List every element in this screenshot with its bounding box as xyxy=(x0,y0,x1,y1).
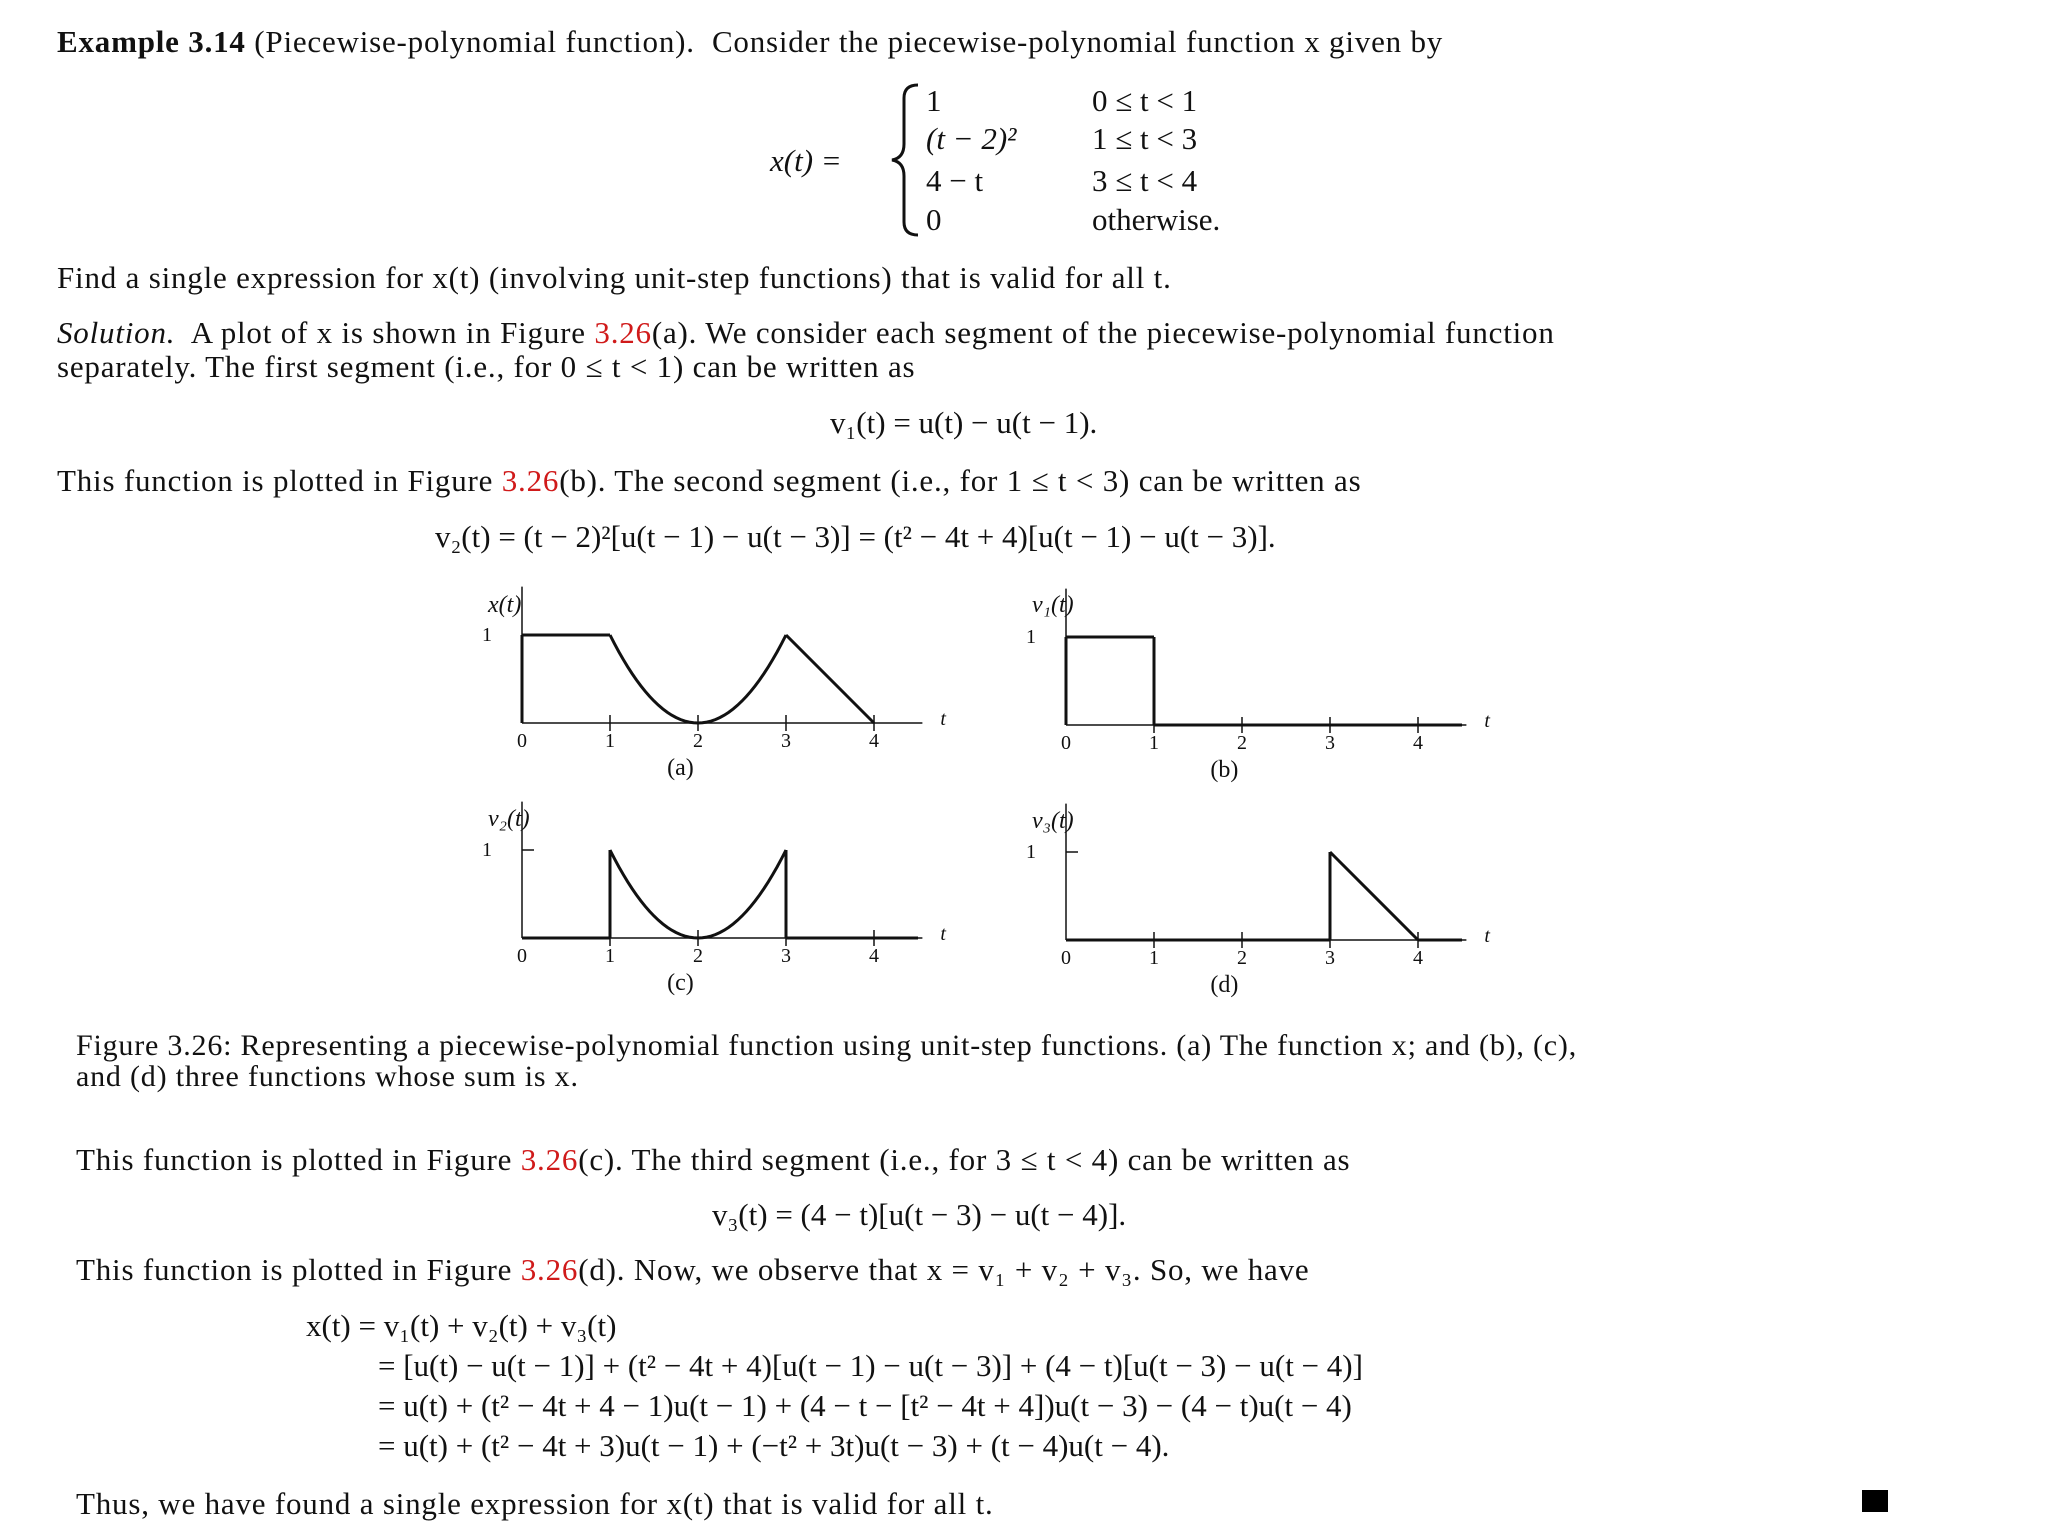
solution-p2 xyxy=(57,465,1361,496)
piecewise-case-1-cond: 0 ≤ t < 1 xyxy=(1092,83,1198,118)
solution-p2a: This function is plotted in Figure xyxy=(57,463,502,498)
panel-a-curve-segment xyxy=(610,635,786,723)
panel-a-x-tick-label: 4 xyxy=(869,730,879,752)
panel-d-y-tick-label: 1 xyxy=(1026,841,1036,863)
conclusion-text: Thus, we have found a single expression for x(t) that is valid for all t. xyxy=(76,1486,994,1521)
panel-d-panel-label: (d) xyxy=(1210,972,1239,998)
example-label: Example 3.14 xyxy=(57,24,246,59)
solution-p4a: This function is plotted in Figure xyxy=(76,1252,521,1287)
solution-p1a: A plot of x is shown in Figure xyxy=(190,315,595,350)
panel-b-x-tick-label: 3 xyxy=(1325,732,1335,754)
panel-c-x-axis-label: t xyxy=(940,923,946,945)
panel-c-y-tick-label: 1 xyxy=(482,839,492,861)
panel-a-panel-label: (a) xyxy=(667,755,694,781)
panel-b-y-tick-label: 1 xyxy=(1026,626,1036,648)
task-text: Find a single expression for x(t) (involving unit-step functions) that is valid for all t. xyxy=(57,260,1172,295)
panel-d-x-tick-label: 2 xyxy=(1237,947,1247,969)
solution-p4b: (d). Now, we observe that x = v₁ + v₂ + v₃. So, we have xyxy=(578,1252,1310,1287)
figure-ref-d[interactable]: 3.26 xyxy=(520,1252,579,1287)
piecewise-case-3-cond: 3 ≤ t < 4 xyxy=(1092,163,1198,198)
panel-c-panel-label: (c) xyxy=(667,970,694,996)
solution-p4 xyxy=(76,1254,1309,1285)
panel-b-x-tick-label: 1 xyxy=(1149,732,1159,754)
panel-b-x-tick-label: 4 xyxy=(1413,732,1423,754)
panel-c-x-tick-label: 2 xyxy=(693,945,703,967)
panel-c-y-axis-label: v₂(t) xyxy=(488,806,530,832)
piecewise-case-3-expr: 4 − t xyxy=(926,163,984,198)
figure-caption-line1: Figure 3.26: Representing a piecewise-polynomial function using unit-step functions. (a) The function x; and (b), (c), xyxy=(76,1029,1578,1062)
panel-a-x-tick-label: 1 xyxy=(605,730,615,752)
solution-p3a: This function is plotted in Figure xyxy=(76,1142,521,1177)
panel-c-curve-segment xyxy=(610,850,786,938)
example-title: (Piecewise-polynomial function). xyxy=(254,24,695,59)
example-intro: Consider the piecewise-polynomial function x given by xyxy=(711,24,1444,59)
solution-p3 xyxy=(76,1144,1350,1175)
figure-ref-c[interactable]: 3.26 xyxy=(520,1142,579,1177)
solution-p3b: (c). The third segment (i.e., for 3 ≤ t < 4) can be written as xyxy=(578,1142,1351,1177)
panel-c-x-tick-label: 0 xyxy=(517,945,527,967)
panel-d-curve-segment xyxy=(1330,852,1418,940)
panel-a-x-tick-label: 3 xyxy=(781,730,791,752)
example-header xyxy=(57,26,1443,57)
panel-a-y-tick-label: 1 xyxy=(482,624,492,646)
equation-v3: v₃(t) = (4 − t)[u(t − 3) − u(t − 4)]. xyxy=(712,1197,1127,1232)
panel-b-x-tick-label: 2 xyxy=(1237,732,1247,754)
panel-d-x-tick-label: 1 xyxy=(1149,947,1159,969)
panel-d-x-tick-label: 4 xyxy=(1413,947,1423,969)
panel-a-x-tick-label: 2 xyxy=(693,730,703,752)
solution-p1-line1 xyxy=(57,317,1555,348)
piecewise-case-2-expr: (t − 2)² xyxy=(926,121,1017,156)
equation-v2: v₂(t) = (t − 2)²[u(t − 1) − u(t − 3)] = (t² − 4t + 4)[u(t − 1) − u(t − 3)]. xyxy=(435,519,1276,554)
figure-3-26 xyxy=(0,570,2048,1050)
panel-a-curve-segment xyxy=(786,635,874,723)
panel-b-x-tick-label: 0 xyxy=(1061,732,1071,754)
panel-d-y-axis-label: v₃(t) xyxy=(1032,808,1074,834)
solution-p1-line2: separately. The first segment (i.e., for 0 ≤ t < 1) can be written as xyxy=(57,349,916,384)
figure-caption-line2: and (d) three functions whose sum is x. xyxy=(76,1060,579,1093)
piecewise-brace xyxy=(888,82,922,238)
panel-a-x-tick-label: 0 xyxy=(517,730,527,752)
panel-b-y-axis-label: v₁(t) xyxy=(1032,592,1074,618)
piecewise-case-4-cond: otherwise. xyxy=(1092,202,1221,237)
panel-d-x-tick-label: 0 xyxy=(1061,947,1071,969)
panel-c-x-tick-label: 3 xyxy=(781,945,791,967)
solution-p2b: (b). The second segment (i.e., for 1 ≤ t < 3) can be written as xyxy=(559,463,1362,498)
figure-ref-a[interactable]: 3.26 xyxy=(594,315,652,350)
panel-c-x-tick-label: 4 xyxy=(869,945,879,967)
derivation-line-2: = [u(t) − u(t − 1)] + (t² − 4t + 4)[u(t − 1) − u(t − 3)] + (4 − t)[u(t − 3) − u(t − 4)] xyxy=(378,1348,1363,1383)
derivation-line-4: = u(t) + (t² − 4t + 3)u(t − 1) + (−t² + 3t)u(t − 3) + (t − 4)u(t − 4). xyxy=(378,1428,1170,1463)
derivation-line-1: x(t) = v₁(t) + v₂(t) + v₃(t) xyxy=(306,1308,617,1343)
solution-p1b: (a). We consider each segment of the piecewise-polynomial function xyxy=(651,315,1555,350)
piecewise-lhs: x(t) = xyxy=(770,143,842,178)
piecewise-case-2-cond: 1 ≤ t < 3 xyxy=(1092,121,1198,156)
derivation-line-3: = u(t) + (t² − 4t + 4 − 1)u(t − 1) + (4 − t − [t² − 4t + 4])u(t − 3) − (4 − t)u(t − 4) xyxy=(378,1388,1352,1423)
panel-d-x-tick-label: 3 xyxy=(1325,947,1335,969)
figure-ref-b[interactable]: 3.26 xyxy=(501,463,560,498)
piecewise-case-1-expr: 1 xyxy=(926,83,942,118)
panel-b-x-axis-label: t xyxy=(1484,710,1490,732)
panel-c-x-tick-label: 1 xyxy=(605,945,615,967)
panel-a-x-axis-label: t xyxy=(940,708,946,730)
solution-label: Solution. xyxy=(57,315,176,350)
panel-d-x-axis-label: t xyxy=(1484,925,1490,947)
piecewise-case-4-expr: 0 xyxy=(926,202,942,237)
equation-v1: v₁(t) = u(t) − u(t − 1). xyxy=(830,405,1098,440)
panel-a-y-axis-label: x(t) xyxy=(488,592,522,618)
qed-square-icon xyxy=(1862,1490,1888,1512)
panel-b-panel-label: (b) xyxy=(1210,757,1239,783)
